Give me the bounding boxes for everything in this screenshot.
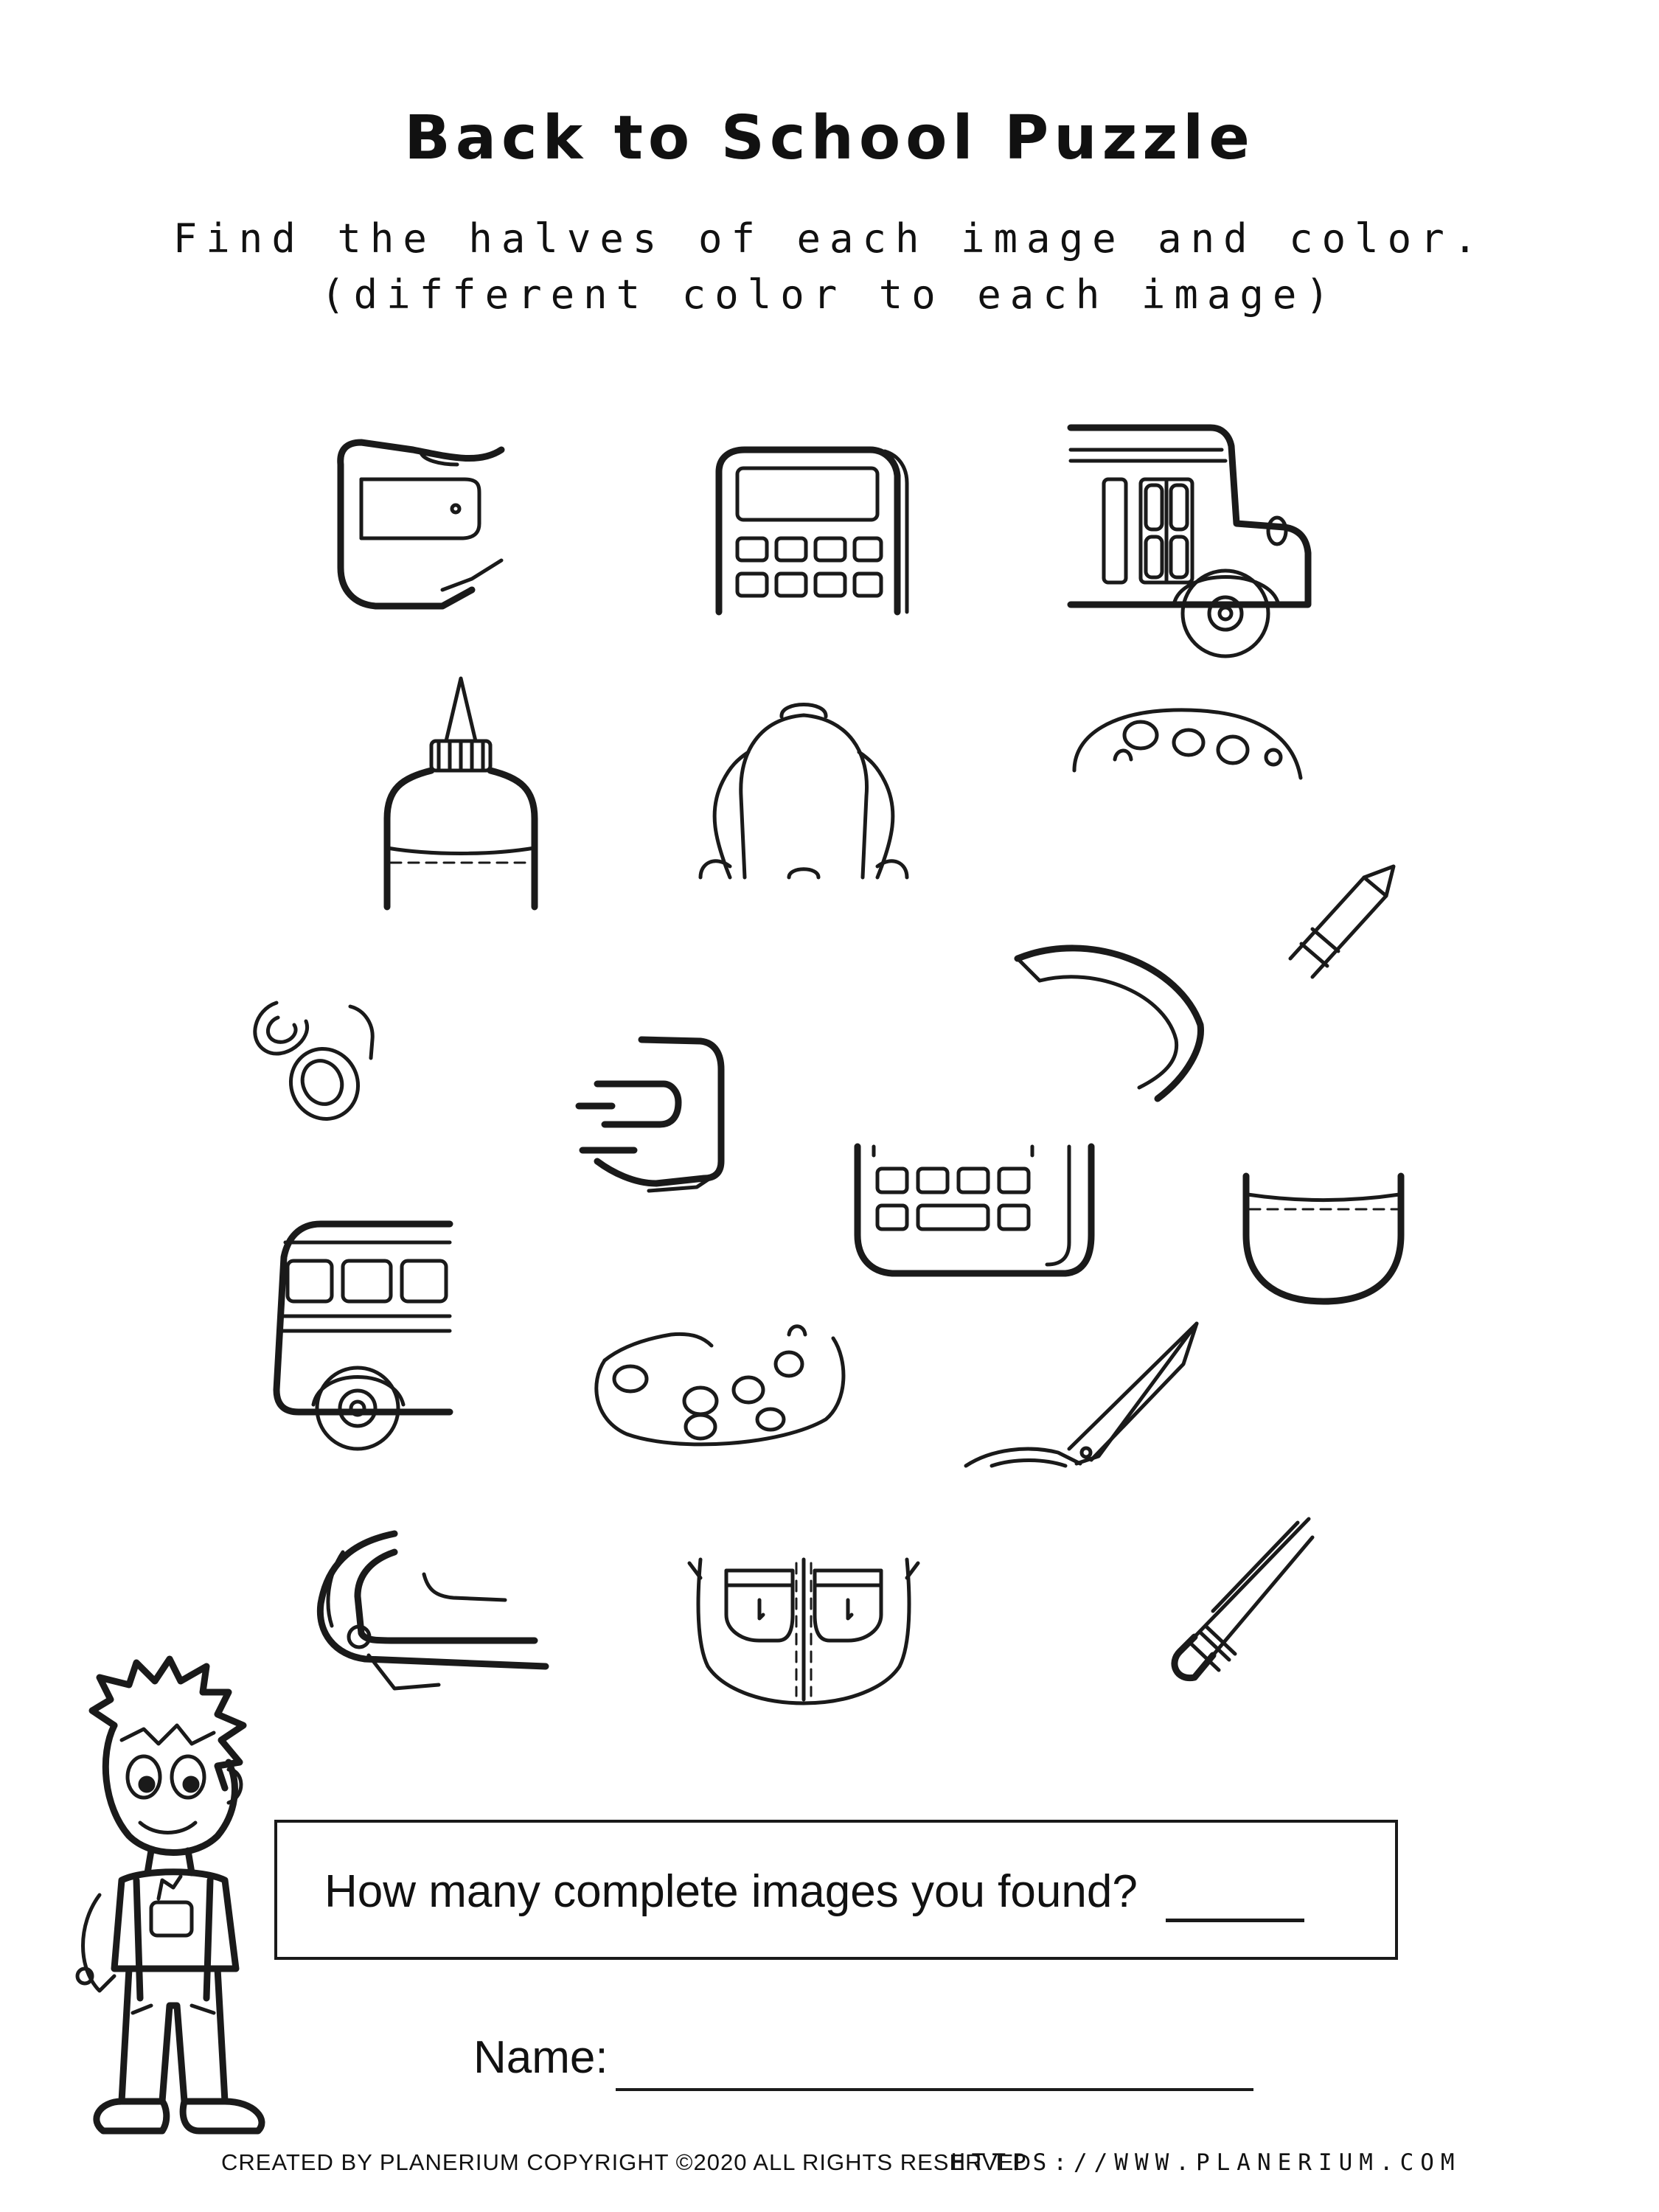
scissors-handle-half-icon	[247, 995, 376, 1128]
glue-bottle-half-icon	[372, 671, 549, 907]
paint-palette-bottom-half-icon	[582, 1316, 848, 1445]
footer-credit: CREATED BY PLANERIUM COPYRIGHT ©2020 ALL RIGHTS RESERVED	[221, 2149, 1032, 2175]
stapler-half-icon	[332, 435, 509, 619]
question-text: How many complete images you found?	[324, 1866, 1138, 1917]
school-bus-half-icon	[1063, 420, 1314, 656]
pencil-tip-half-icon	[1283, 863, 1394, 981]
worksheet-title: Back to School Puzzle	[404, 103, 1255, 173]
paint-palette-half-icon	[1071, 704, 1307, 778]
calculator-bottom-half-icon	[852, 1147, 1095, 1279]
answer-blank[interactable]	[1166, 1919, 1304, 1922]
pencil-eraser-half-icon	[1161, 1515, 1316, 1685]
backpack-half-icon	[686, 700, 922, 877]
instruction-line-1: Find the halves of each image and color.	[173, 215, 1486, 262]
question-box	[274, 1820, 1398, 1960]
name-blank[interactable]	[616, 2088, 1253, 2091]
stapler-bottom-half-icon	[306, 1530, 549, 1696]
scissors-blade-half-icon	[962, 1320, 1206, 1467]
calculator-half-icon	[712, 442, 911, 612]
backpack-bottom-half-icon	[686, 1556, 922, 1711]
stapler-back-half-icon	[575, 1032, 730, 1194]
glue-bottle-bottom-half-icon	[1239, 1176, 1408, 1305]
name-label: Name:	[473, 2032, 608, 2083]
boy-with-backpack-illustration	[70, 1659, 284, 2146]
footer-url[interactable]: HTTPS://WWW.PLANERIUM.COM	[951, 2149, 1461, 2176]
school-bus-front-half-icon	[269, 1220, 453, 1434]
stapler-curve-half-icon	[1010, 936, 1209, 1106]
instruction-line-2: (different color to each image)	[321, 271, 1338, 318]
